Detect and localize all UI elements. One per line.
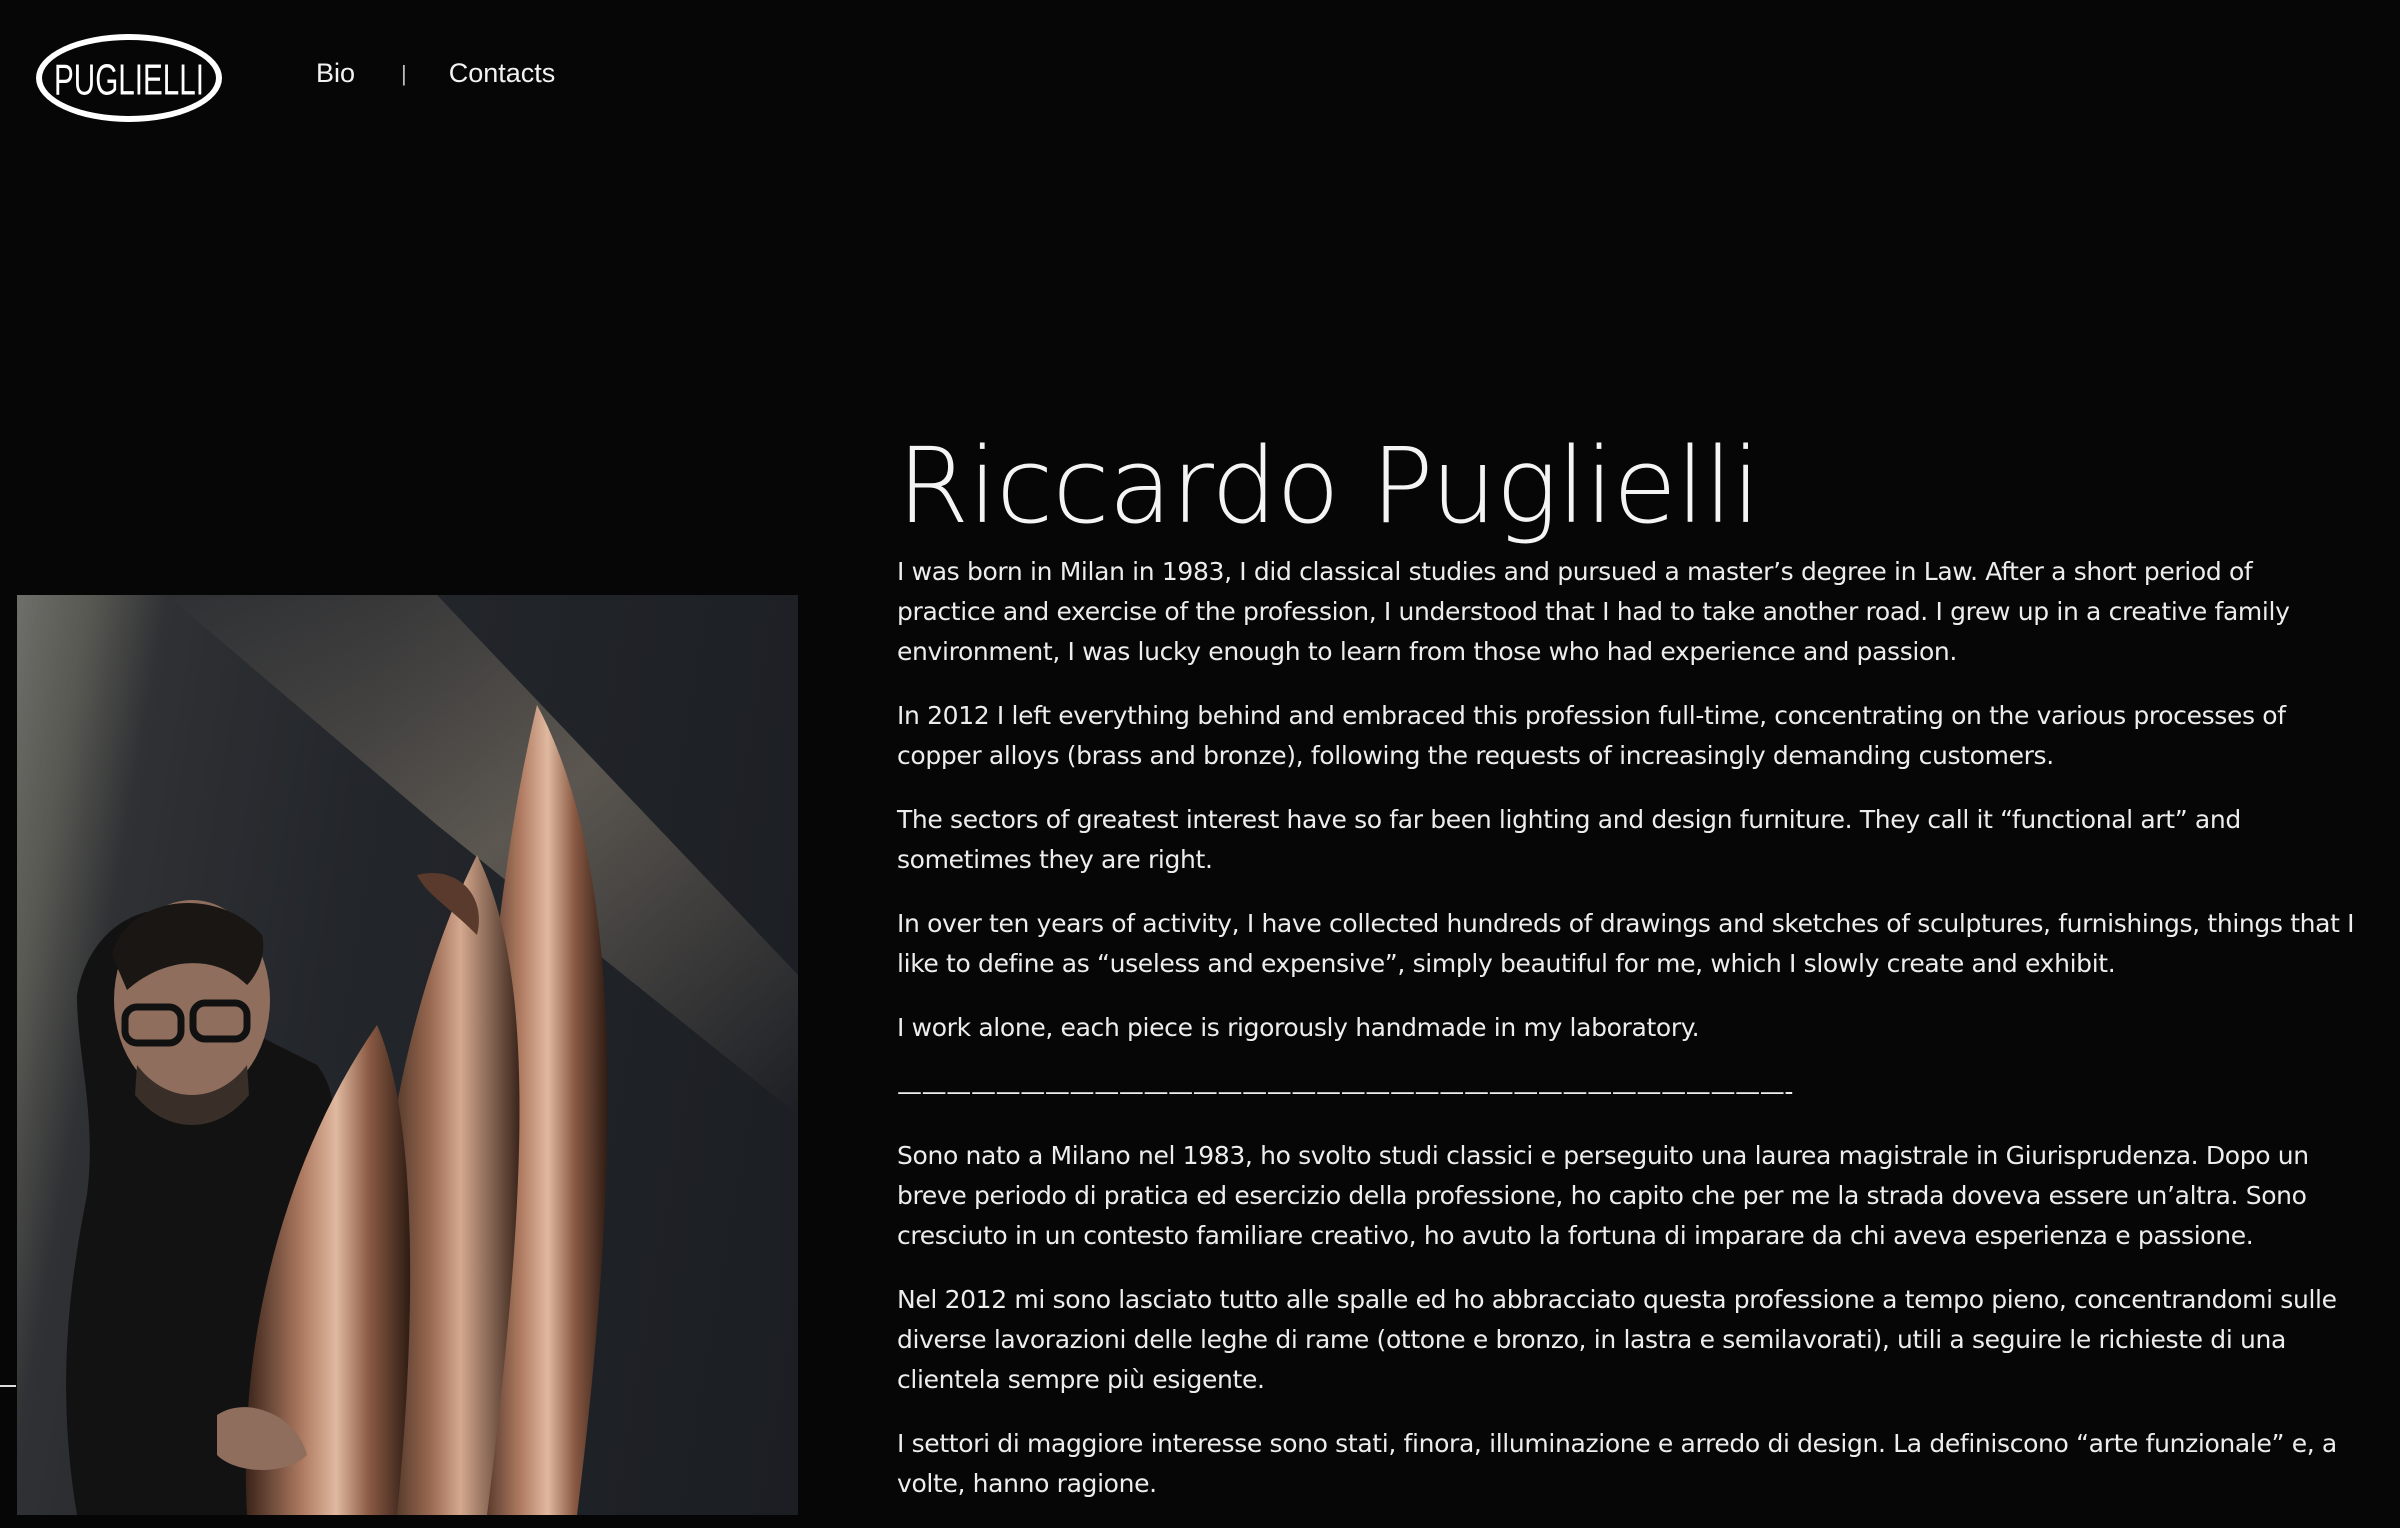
scroll-indicator <box>0 1385 16 1387</box>
language-divider: ————————————————————————————————————- <box>897 1077 1794 1106</box>
logo-text: PUGLIELLI <box>53 54 204 104</box>
bio-paragraph-en: The sectors of greatest interest have so far been lighting and design furniture. They call it “functional art” and sometimes they are right. <box>897 805 2241 874</box>
bio-paragraph-it: Nel 2012 mi sono lasciato tutto alle spalle ed ho abbracciato questa professione a tempo pieno, concentrandomi sulle diverse lavorazioni delle leghe di rame (ottone e bronzo, in lastra e semilavorati), utili a seguire le richieste di una clientela sempre più esigente. <box>897 1285 2337 1394</box>
bio-paragraph-en: In 2012 I left everything behind and embraced this profession full-time, concentrating on the various processes of copper alloys (brass and bronze), following the requests of increasingly demanding customers. <box>897 701 2286 770</box>
nav-separator: | <box>401 60 407 86</box>
portrait-photo <box>17 595 798 1515</box>
nav-contacts-link[interactable]: Contacts <box>448 58 556 88</box>
puglielli-logo[interactable] <box>33 31 225 125</box>
bio-paragraph-it: I settori di maggiore interesse sono stati, finora, illuminazione e arredo di design. La definiscono “arte funzionale” e, a volte, hanno ragione. <box>897 1429 2337 1498</box>
logo-oval-icon <box>33 31 225 125</box>
nav-bio-link[interactable]: Bio <box>316 58 356 88</box>
bio-paragraph-en: In over ten years of activity, I have collected hundreds of drawings and sketches of sculptures, furnishings, things that I like to define as “useless and expensive”, simply beautiful for me, which I slowly create and exhibit. <box>897 909 2355 978</box>
artist-with-sculpture-image <box>17 595 798 1515</box>
site-header <box>0 0 2400 160</box>
bio-paragraph-en: I work alone, each piece is rigorously handmade in my laboratory. <box>897 1013 1700 1042</box>
bio-content <box>897 420 2357 1528</box>
main-nav <box>316 58 555 89</box>
page-title: Riccardo Puglielli <box>897 425 1760 547</box>
bio-paragraph-it: Sono nato a Milano nel 1983, ho svolto studi classici e perseguito una laurea magistrale in Giurisprudenza. Dopo un breve periodo di pratica ed esercizio della professione, ho capito che per me la strada doveva essere un’altra. Sono cresciuto in un contesto familiare creativo, ho avuto la fortuna di imparare da chi aveva esperienza e passione. <box>897 1141 2309 1250</box>
bio-paragraph-en: I was born in Milan in 1983, I did classical studies and pursued a master’s degree in Law. After a short period of practice and exercise of the profession, I understood that I had to take another road. I grew up in a creative family environment, I was lucky enough to learn from those who had experience and passion. <box>897 557 2290 666</box>
